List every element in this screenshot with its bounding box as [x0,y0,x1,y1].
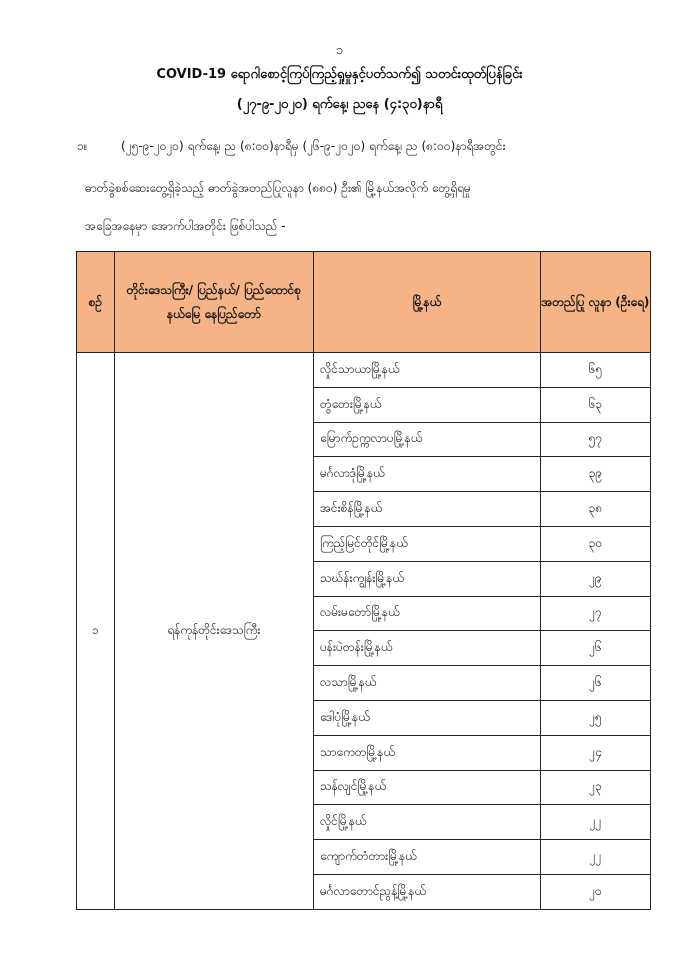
township-cell: လသာမြို့နယ် [313,666,540,701]
paragraph-line-2: ဓာတ်ခွဲစစ်ဆေးတွေ့ရှိခဲ့သည့် ဓာတ်ခွဲအတည်ပြုလူနာ (၈၈၀) ဦး၏ မြို့နယ်အလိုက် တွေ့ရှိရမှု [85,181,471,195]
paragraph-line-1 [77,128,637,164]
case-count-cell: ၆၃ [540,387,650,422]
case-count-cell: ၂၉ [540,561,650,596]
header-township: မြို့နယ် [313,252,540,353]
township-cell: မြောက်ဥက္ကလာပမြို့နယ် [313,422,540,457]
case-count-cell: ၂၄ [540,735,650,770]
case-count-cell: ၂၇ [540,596,650,631]
header-region: တိုင်းဒေသကြီး/ ပြည်နယ်/ ပြည်ထောင်စုနယ်မြေ နေပြည်တော် [114,252,313,353]
table-header-row [77,252,651,353]
case-count-cell: ၂၅ [540,700,650,735]
township-cell: အင်းစိန်မြို့နယ် [313,492,540,527]
region-cell: ရန်ကုန်တိုင်းဒေသကြီး [114,353,313,910]
case-count-cell: ၃၀ [540,526,650,561]
document-title: COVID-19 ရောဂါစောင့်ကြပ်ကြည့်ရှုမှုနှင့်ပတ်သက်၍ သတင်းထုတ်ပြန်ခြင်း [156,67,523,82]
case-count-cell: ၂၀ [540,874,650,909]
township-cell: မင်္ဂလာဒုံမြို့နယ် [313,457,540,492]
township-cell: လမ်းမတော်မြို့နယ် [313,596,540,631]
township-cell: သန်လျင်မြို့နယ် [313,770,540,805]
case-count-cell: ၂၆ [540,666,650,701]
case-count-cell: ၂၃ [540,770,650,805]
township-cell: ပန်းပဲတန်းမြို့နယ် [313,631,540,666]
paragraph-text-1: (၂၅-၉-၂၀၂၀) ရက်နေ့၊ ည (၈:၀၀)နာရီမှ (၂၆-၉-၂၀၂၀) ရက်နေ့၊ ည (၈:၀၀)နာရီအတွင်း [121,139,506,153]
case-count-cell: ၂၂ [540,805,650,840]
township-cell: မင်္ဂလာတောင်ညွန့်မြို့နယ် [313,874,540,909]
case-count-cell: ၆၅ [540,353,650,388]
township-cell: လှိုင်မြို့နယ် [313,805,540,840]
document-subtitle: (၂၇-၉-၂၀၂၀) ရက်နေ့၊ ညနေ (၄:၃၀)နာရီ [236,97,443,112]
table-body [77,353,651,910]
header-sno: စဉ် [77,252,115,353]
table-row [77,353,651,388]
township-cell: ကျောက်တံတားမြို့နယ် [313,840,540,875]
case-count-cell: ၂၂ [540,840,650,875]
paragraph-number: ၁။ [77,139,88,153]
case-count-cell: ၃၉ [540,457,650,492]
township-cell: ဒေါပုံမြို့နယ် [313,700,540,735]
cases-table [76,251,651,910]
township-cell: သဃ်န်းကျွန်းမြို့နယ် [313,561,540,596]
case-count-cell: ၅၇ [540,422,650,457]
paragraph-line-3: အခြေအနေမှာ အောက်ပါအတိုင်း ဖြစ်ပါသည် - [85,219,286,233]
case-count-cell: ၃၈ [540,492,650,527]
township-cell: လှိုင်သာယာမြို့နယ် [313,353,540,388]
serial-number-cell: ၁ [77,353,115,910]
page-number: ၁ [335,43,344,58]
township-cell: သာကေတမြို့နယ် [313,735,540,770]
township-cell: တွံတေးမြို့နယ် [313,387,540,422]
township-cell: ကြည့်မြင်တိုင်မြို့နယ် [313,526,540,561]
header-count: အတည်ပြု လူနာ (ဦးရေ) [540,252,650,353]
case-count-cell: ၂၆ [540,631,650,666]
